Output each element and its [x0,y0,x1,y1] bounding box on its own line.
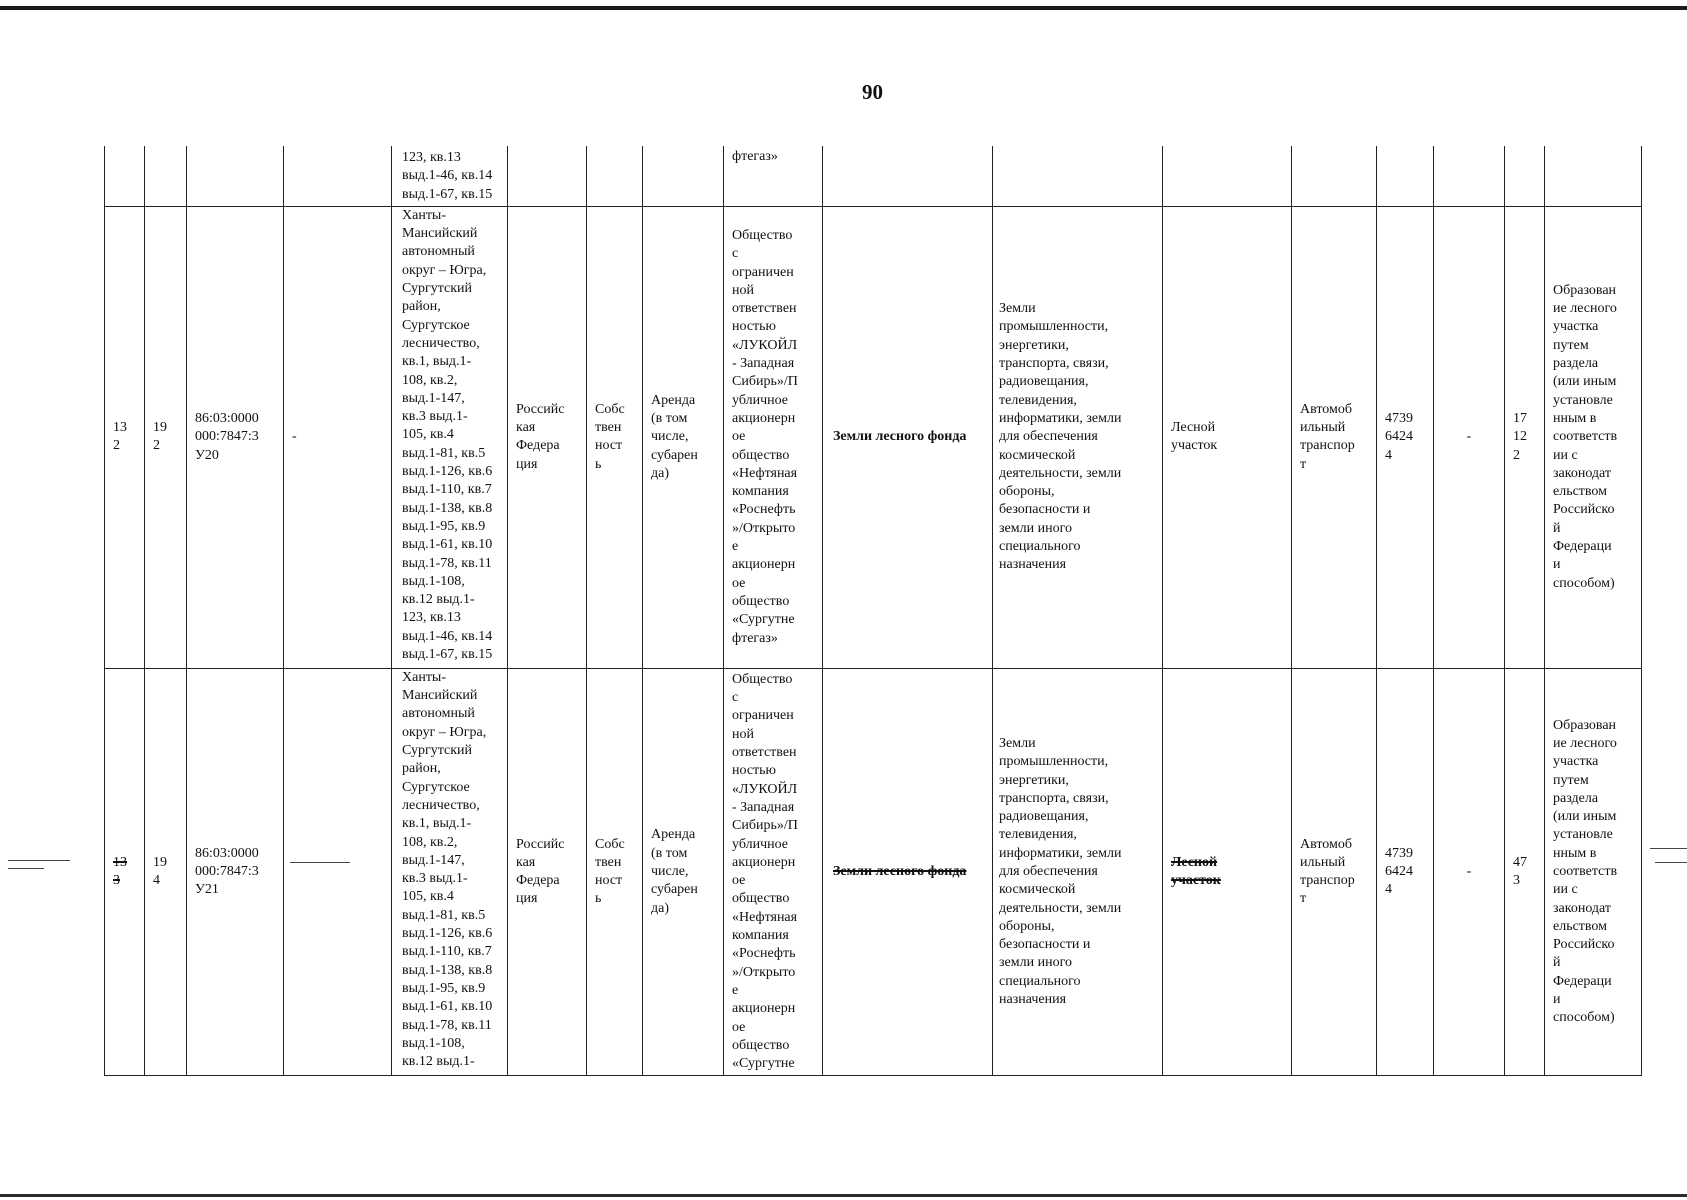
scan-top-border [0,6,1687,10]
address-cell: Ханты- Мансийский автономный округ – Югра, Сургутский район, Сургутское лесничество, кв.1, выд.1- 108, кв.2, выд.1-147, кв.3 выд.1- 105, кв.4 выд.1-81, кв.5 выд.1-126, кв.6 выд.1-110, кв.7 выд.1-138, кв.8 выд.1-95, кв.9 выд.1-61, кв.10 выд.1-78, кв.11 выд.1-108, кв.12 выд.1- 123, кв.13 выд.1-46, кв.14 выд.1-67, кв.15 [392,206,508,668]
area-cell: 47 3 [1505,668,1545,1076]
tenant-cell: Общество с ограничен ной ответствен ностью «ЛУКОЙЛ - Западная Сибирь»/П убличное акционерн ое общество «Нефтяная компания «Роснефть »/Открыто е акционерн ое общество «Сургутне [724,668,823,1076]
parcel-type-cell: Лесной участок [1163,206,1292,668]
table-row [105,668,1642,1076]
mark-cell: - [284,206,392,668]
land-category-cell: Земли лесного фонда [823,206,993,668]
row-number-cell: 13 2 [105,206,145,668]
address-cell: 123, кв.13 выд.1-46, кв.14 выд.1-67, кв.15 [392,146,508,206]
margin-mark-right [1650,848,1687,849]
land-category-cell [823,668,993,1076]
parcel-type-cell [1163,668,1292,1076]
land-purpose-cell: Земли промышленности, энергетики, транспорта, связи, радиовещания, телевидения, информатики, земли для обеспечения космической деятельности, земли обороны, безопасности и земли иного специального назначения [993,206,1163,668]
land-category-text: Земли лесного фонда [833,864,967,879]
record-number-cell: 19 4 [145,668,187,1076]
parcel-type-text: Лесной участок [1171,854,1221,889]
margin-mark-left [8,868,44,869]
area-cell: 17 12 2 [1505,206,1545,668]
formation-method-cell: Образован ие лесного участка путем раздела (или иным установле нным в соответств ии с законодат ельством Российско й Федераци и способом) [1545,206,1642,668]
formation-method-cell: Образован ие лесного участка путем раздела (или иным установле нным в соответств ии с законодат ельством Российско й Федераци и способом) [1545,668,1642,1076]
row-number-cell [105,668,145,1076]
record-number-cell: 19 2 [145,206,187,668]
total-area-cell: 4739 6424 4 [1377,668,1434,1076]
mark-cell [284,668,392,1076]
table-row [105,206,1642,668]
encumbrance-cell: Аренда (в том числе, субарен да) [643,668,724,1076]
scan-bottom-border [0,1194,1687,1197]
row-number-text: 13 3 [113,854,127,889]
tenant-cell: Общество с ограничен ной ответствен ностью «ЛУКОЙЛ - Западная Сибирь»/П убличное акционерн ое общество «Нефтяная компания «Роснефть »/Открыто е акционерн ое общество «Сургутне фтегаз» [724,206,823,668]
cadastral-number-cell: 86:03:0000 000:7847:3 У20 [187,206,284,668]
address-cell: Ханты- Мансийский автономный округ – Югра, Сургутский район, Сургутское лесничество, кв.1, выд.1- 108, кв.2, выд.1-147, кв.3 выд.1- 105, кв.4 выд.1-81, кв.5 выд.1-126, кв.6 выд.1-110, кв.7 выд.1-138, кв.8 выд.1-95, кв.9 выд.1-61, кв.10 выд.1-78, кв.11 выд.1-108, кв.12 выд.1- [392,668,508,1076]
margin-mark-left [8,860,70,861]
owner-cell: Российс кая Федера ция [508,206,587,668]
dash-cell: - [1434,206,1505,668]
land-purpose-cell: Земли промышленности, энергетики, транспорта, связи, радиовещания, телевидения, информатики, земли для обеспечения космической деятельности, земли обороны, безопасности и земли иного специального назначения [993,668,1163,1076]
land-parcel-table [104,146,1642,1076]
right-type-cell: Собс твен ност ь [587,668,643,1076]
tenant-cell: фтегаз» [724,146,823,206]
total-area-cell: 4739 6424 4 [1377,206,1434,668]
table-row-continuation [105,146,1642,206]
margin-mark-cell [290,862,350,863]
permitted-use-cell: Автомоб ильный транспор т [1292,668,1377,1076]
encumbrance-cell: Аренда (в том числе, субарен да) [643,206,724,668]
permitted-use-cell: Автомоб ильный транспор т [1292,206,1377,668]
right-type-cell: Собс твен ност ь [587,206,643,668]
page-number: 90 [862,80,883,104]
owner-cell: Российс кая Федера ция [508,668,587,1076]
margin-mark-right [1655,862,1687,863]
dash-cell: - [1434,668,1505,1076]
cadastral-number-cell: 86:03:0000 000:7847:3 У21 [187,668,284,1076]
